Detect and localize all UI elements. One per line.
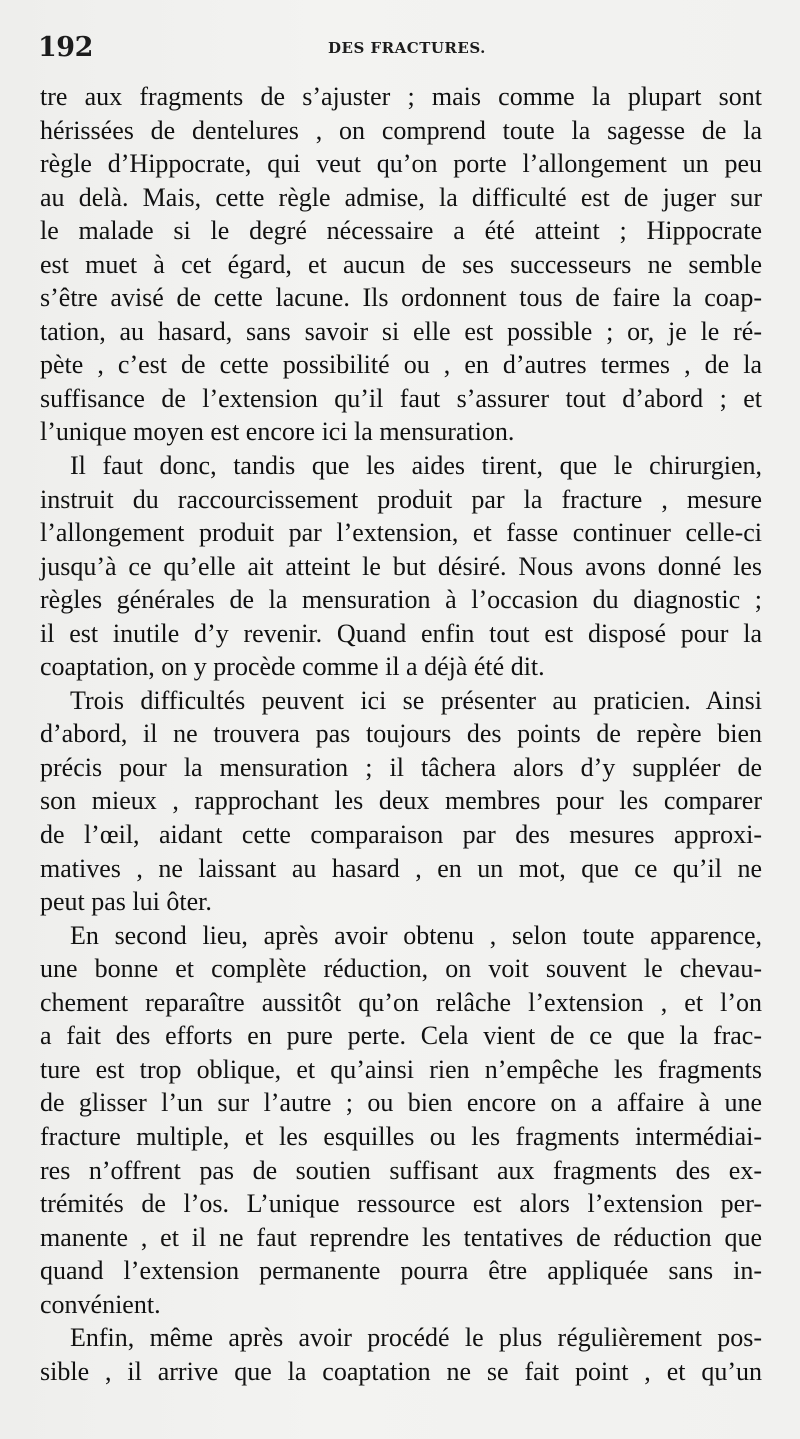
text-line: ture est trop oblique, et qu’ainsi rien n’empêche les fragments	[40, 1054, 762, 1084]
page-header	[38, 30, 778, 70]
page-number: 192	[38, 32, 93, 63]
text-line: son mieux , rapprochant les deux membres pour les comparer	[40, 786, 762, 816]
text-line: de glisser l’un sur l’autre ; ou bien encore on a affaire à une	[40, 1088, 762, 1118]
text-line: au delà. Mais, cette règle admise, la difficulté est de juger sur	[40, 182, 762, 212]
text-line: l’unique moyen est encore ici la mensuration.	[40, 417, 515, 447]
text-line: règle d’Hippocrate, qui veut qu’on porte l’allongement un peu	[40, 149, 762, 179]
text-line: Il faut donc, tandis que les aides tirent, que le chirurgien,	[70, 451, 762, 481]
text-line: pète , c’est de cette possibilité ou , en d’autres termes , de la	[40, 350, 762, 380]
text-line: l’allongement produit par l’extension, et fasse continuer celle-ci	[40, 518, 762, 548]
text-line: matives , ne laissant au hasard , en un mot, que ce qu’il ne	[40, 853, 762, 883]
text-line: convénient.	[40, 1289, 161, 1319]
text-line: fracture multiple, et les esquilles ou les fragments intermédiai-	[40, 1121, 762, 1151]
text-line: précis pour la mensuration ; il tâchera alors d’y suppléer de	[40, 752, 762, 782]
text-line: hérissées de dentelures , on comprend toute la sagesse de la	[40, 115, 762, 145]
text-line: s’être avisé de cette lacune. Ils ordonnent tous de faire la coap-	[40, 283, 762, 313]
text-line: quand l’extension permanente pourra être appliquée sans in-	[40, 1256, 762, 1286]
text-line: est muet à cet égard, et aucun de ses successeurs ne semble	[40, 249, 762, 279]
text-line: peut pas lui ôter.	[40, 887, 212, 917]
text-line: coaptation, on y procède comme il a déjà été dit.	[40, 652, 545, 682]
text-line: d’abord, il ne trouvera pas toujours des points de repère bien	[40, 719, 762, 749]
text-line: tation, au hasard, sans savoir si elle est possible ; or, je le ré-	[40, 316, 762, 346]
text-line: Enfin, même après avoir procédé le plus régulièrement pos-	[70, 1323, 762, 1353]
text-line: En second lieu, après avoir obtenu , selon toute apparence,	[70, 920, 762, 950]
text-line: instruit du raccourcissement produit par la fracture , mesure	[40, 484, 762, 514]
text-line: tre aux fragments de s’ajuster ; mais comme la plupart sont	[40, 82, 762, 111]
text-line: le malade si le degré nécessaire a été atteint ; Hippocrate	[40, 216, 762, 246]
text-line: manente , et il ne faut reprendre les tentatives de réduction que	[40, 1222, 762, 1252]
text-line: il est inutile d’y revenir. Quand enfin tout est disposé pour la	[40, 618, 762, 648]
text-line: chement reparaître aussitôt qu’on relâche l’extension , et l’on	[40, 987, 762, 1017]
running-title: DES FRACTURES.	[328, 39, 486, 57]
text-line: a fait des efforts en pure perte. Cela vient de ce que la frac-	[40, 1021, 762, 1051]
text-line: sible , il arrive que la coaptation ne se fait point , et qu’un	[40, 1356, 762, 1386]
text-line: Trois difficultés peuvent ici se présenter au praticien. Ainsi	[70, 685, 762, 715]
text-line: une bonne et complète réduction, on voit souvent le chevau-	[40, 954, 762, 984]
text-line: jusqu’à ce qu’elle ait atteint le but désiré. Nous avons donné les	[40, 551, 762, 581]
body-text	[40, 80, 762, 1388]
text-line: de l’œil, aidant cette comparaison par des mesures approxi-	[40, 820, 762, 850]
text-line: trémités de l’os. L’unique ressource est alors l’extension per-	[40, 1189, 762, 1219]
text-line: suffisance de l’extension qu’il faut s’assurer tout d’abord ; et	[40, 383, 762, 413]
text-line: règles générales de la mensuration à l’occasion du diagnostic ;	[40, 585, 762, 615]
text-line: res n’offrent pas de soutien suffisant aux fragments des ex-	[40, 1155, 762, 1185]
